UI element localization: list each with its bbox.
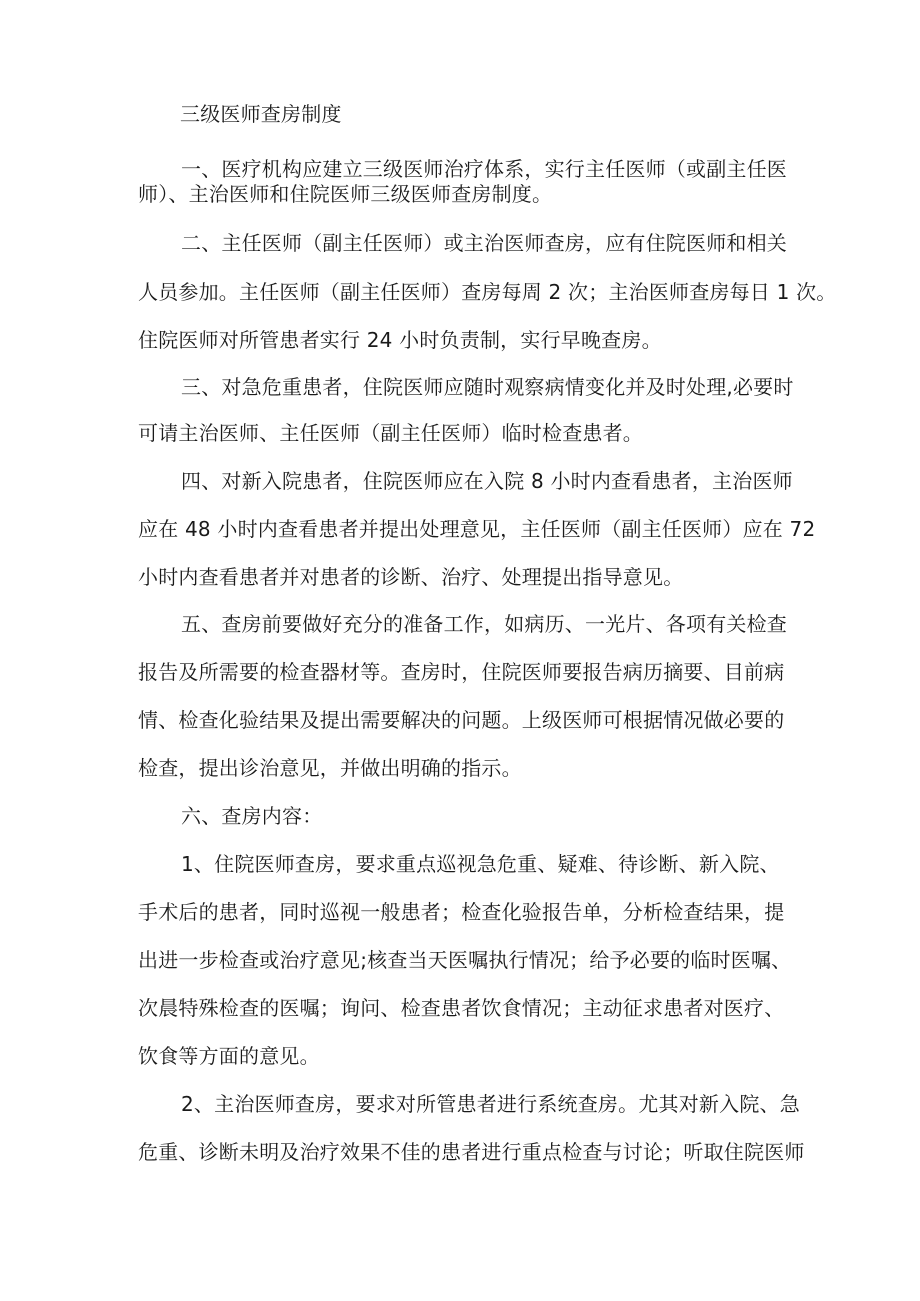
paragraph-4-line-2: 应在 48 小时内查看患者并提出处理意见，主任医师（副主任医师）应在 72: [138, 517, 816, 541]
paragraph-3-line-2: 可请主治医师、主任医师（副主任医师）临时检查患者。: [138, 421, 643, 445]
item-1-line-3: 出进一步检查或治疗意见;核查当天医嘱执行情况；给予必要的临时医嘱、: [138, 948, 792, 972]
paragraph-4-line-1: 四、对新入院患者，住院医师应在入院 8 小时内查看患者，主治医师: [181, 469, 793, 493]
paragraph-2-line-3: 住院医师对所管患者实行 24 小时负责制，实行早晚查房。: [138, 328, 662, 352]
section-6-heading: 六、查房内容：: [181, 804, 323, 828]
paragraph-2-line-1: 二、主任医师（副主任医师）或主治医师查房，应有住院医师和相关: [181, 231, 787, 255]
paragraph-5-line-1: 五、查房前要做好充分的准备工作，如病历、一光片、各项有关检查: [181, 612, 787, 636]
paragraph-1-line-1: 一、医疗机构应建立三级医师治疗体系，实行主任医师（或副主任医: [181, 157, 787, 181]
paragraph-5-line-2: 报告及所需要的检查器材等。查房时，住院医师要报告病历摘要、目前病: [138, 660, 785, 684]
document-title: 三级医师查房制度: [180, 102, 342, 126]
item-2-line-1: 2、主治医师查房，要求对所管患者进行系统查房。尤其对新入院、急: [181, 1092, 800, 1116]
paragraph-5-line-3: 情、检查化验结果及提出需要解决的问题。上级医师可根据情况做必要的: [138, 708, 785, 732]
item-2-line-2: 危重、诊断未明及治疗效果不佳的患者进行重点检查与讨论；听取住院医师: [138, 1140, 805, 1164]
paragraph-1-line-2: 师）、主治医师和住院医师三级医师查房制度。: [138, 182, 553, 206]
paragraph-5-line-4: 检查，提出诊治意见，并做出明确的指示。: [138, 756, 522, 780]
item-1-line-4: 次晨特殊检查的医嘱；询问、检查患者饮食情况；主动征求患者对医疗、: [138, 996, 785, 1020]
item-1-line-5: 饮食等方面的意见。: [138, 1044, 320, 1068]
paragraph-3-line-1: 三、对急危重患者，住院医师应随时观察病情变化并及时处理,必要时: [181, 375, 794, 399]
paragraph-2-line-2: 人员参加。主任医师（副主任医师）查房每周 2 次；主治医师查房每日 1 次。: [138, 280, 837, 304]
paragraph-4-line-3: 小时内查看患者并对患者的诊断、治疗、处理提出指导意见。: [138, 565, 684, 589]
item-1-line-2: 手术后的患者，同时巡视一般患者；检查化验报告单，分析检查结果，提: [138, 900, 785, 924]
item-1-line-1: 1、住院医师查房，要求重点巡视急危重、疑难、待诊断、新入院、: [181, 852, 780, 876]
